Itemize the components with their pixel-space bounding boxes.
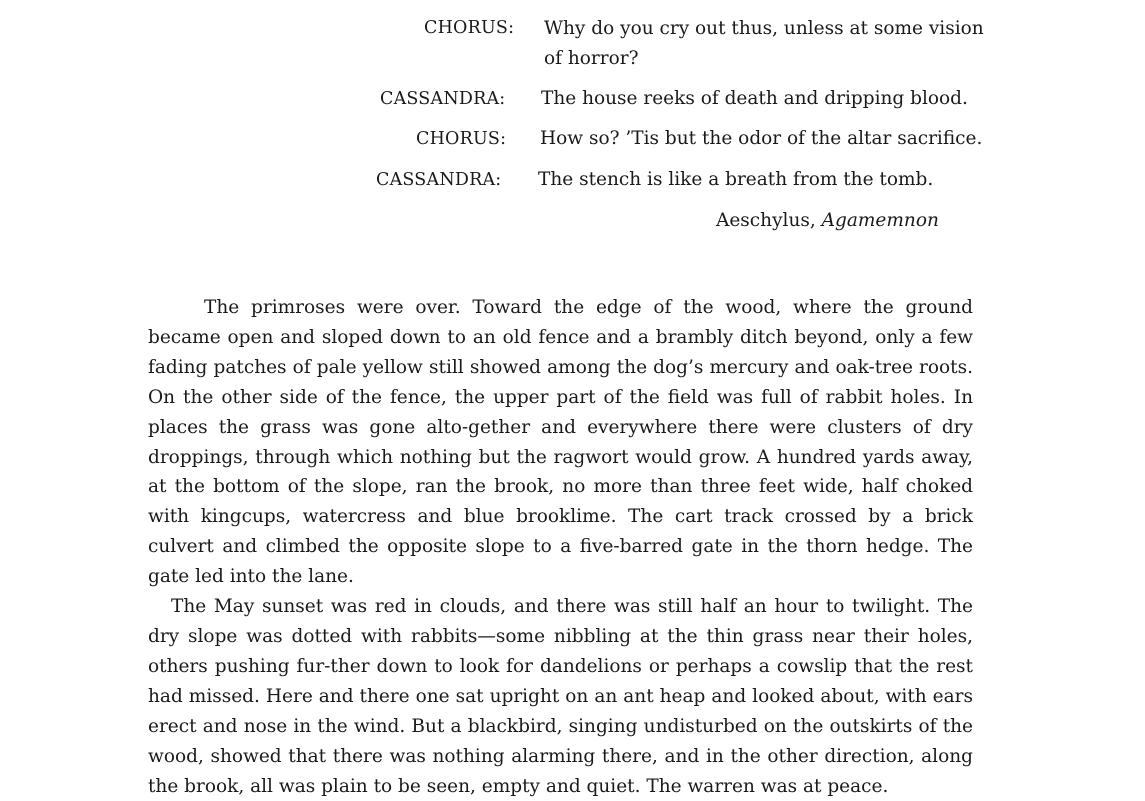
paragraph-2: The May sunset was red in clouds, and there was still half an hour to twilight. The dry slope was dotted with rabbits—some nibbling at the thin grass near their holes, others pushing fur-ther down to look for dandelions or perhaps a cowslip that the rest had missed. Here and there one sat upright on an ant heap and looked about, with ears erect and nose in the wind. But a blackbird, singing undisturbed on the outskirts of the wood, showed that there was nothing alarming there, and in the other direction, along the brook, all was plain to be seen, empty and quiet. The warren was at peace. — [148, 596, 973, 797]
speaker-chorus-1: CHORUS: — [424, 18, 515, 38]
epigraph-line-1: Why do you cry out thus, unless at some vision — [544, 18, 984, 39]
attribution-author: Aeschylus, — [716, 210, 816, 231]
attribution-work: Agamemnon — [821, 210, 939, 231]
epigraph-line-3: How so? ’Tis but the odor of the altar sacrifice. — [540, 128, 983, 149]
epigraph-line-1-continuation: of horror? — [544, 48, 639, 69]
speaker-cassandra-2: CASSANDRA: — [376, 170, 502, 190]
epigraph-line-2: The house reeks of death and dripping blood. — [541, 88, 968, 109]
epigraph-line-4: The stench is like a breath from the tomb. — [538, 169, 934, 190]
epigraph-attribution — [716, 210, 939, 231]
paragraph-1: The primroses were over. Toward the edge of the wood, where the ground became open and sloped down to an old fence and a brambly ditch beyond, only a few fading patches of pale yellow still showed among the dog’s mercury and oak-tree roots. On the other side of the fence, the upper part of the field was full of rabbit holes. In places the grass was gone alto-gether and everywhere there were clusters of dry droppings, through which nothing but the ragwort would grow. A hundred yards away, at the bottom of the slope, ran the brook, no more than three feet wide, half choked with kingcups, watercress and blue brooklime. The cart track crossed by a brick culvert and climbed the opposite slope to a five-barred gate in the thorn hedge. The gate led into the lane. — [148, 297, 973, 588]
speaker-chorus-2: CHORUS: — [416, 129, 507, 149]
body-text — [148, 293, 973, 801]
speaker-cassandra-1: CASSANDRA: — [380, 89, 506, 109]
